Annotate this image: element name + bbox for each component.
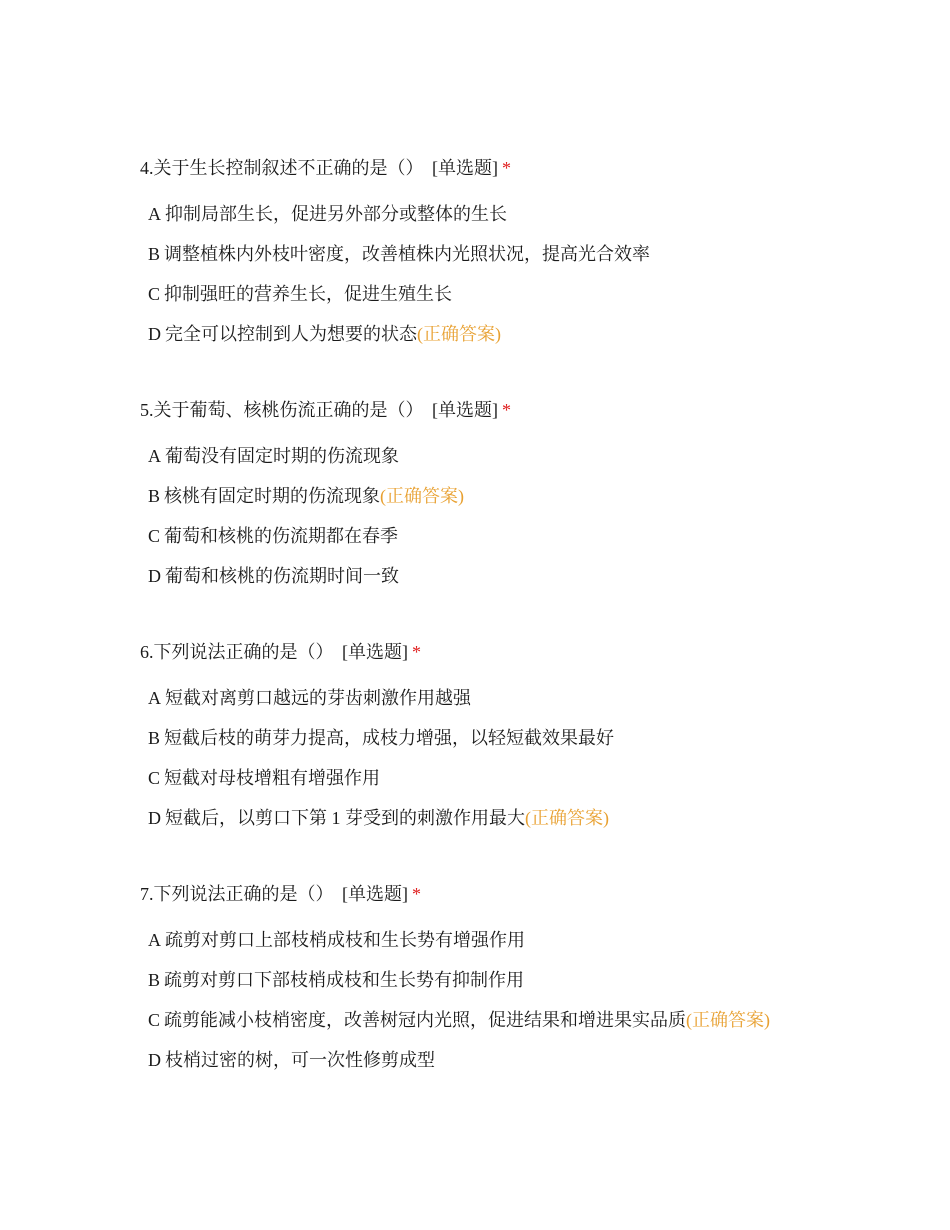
correct-answer-label: (正确答案)	[417, 324, 501, 344]
option-c	[148, 1008, 770, 1032]
option-text: 葡萄没有固定时期的伤流现象	[165, 446, 399, 466]
option-text: 葡萄和核桃的伤流期都在春季	[164, 526, 399, 546]
option-letter: C	[148, 526, 161, 546]
correct-answer-label: (正确答案)	[380, 486, 465, 506]
required-mark: *	[412, 884, 421, 904]
option-letter: A	[148, 446, 161, 466]
question-title	[140, 882, 421, 906]
question-text: 下列说法正确的是（）	[153, 884, 334, 904]
option-text: 抑制局部生长，促进另外部分或整体的生长	[165, 204, 507, 224]
option-letter: C	[148, 284, 161, 304]
option-letter: D	[148, 566, 161, 586]
option-letter: A	[148, 688, 161, 708]
question-type-label: [单选题]	[342, 884, 408, 904]
required-mark: *	[502, 158, 511, 178]
option-letter: D	[148, 1050, 161, 1070]
option-d	[148, 322, 501, 346]
question-type-label: [单选题]	[342, 642, 408, 662]
option-d	[148, 806, 609, 830]
option-text: 完全可以控制到人为想要的状态	[165, 324, 417, 344]
option-text: 短截后，以剪口下第 1 芽受到的刺激作用最大	[165, 808, 525, 828]
option-a	[148, 928, 525, 952]
question-number: 6.	[140, 642, 154, 662]
option-letter: C	[148, 1010, 161, 1030]
option-text: 抑制强旺的营养生长，促进生殖生长	[164, 284, 453, 304]
option-a	[148, 686, 471, 710]
question-text: 关于生长控制叙述不正确的是（）	[153, 158, 424, 178]
option-b	[148, 968, 524, 992]
option-letter: B	[148, 970, 161, 990]
option-text: 葡萄和核桃的伤流期时间一致	[165, 566, 399, 586]
option-text: 短截后枝的萌芽力提高，成枝力增强，以轻短截效果最好	[164, 728, 615, 748]
option-a	[148, 444, 399, 468]
option-text: 短截对离剪口越远的芽齿刺激作用越强	[165, 688, 471, 708]
option-letter: A	[148, 930, 161, 950]
option-c	[148, 524, 398, 548]
option-text: 调整植株内外枝叶密度，改善植株内光照状况，提高光合效率	[164, 244, 651, 264]
question-title	[140, 398, 511, 422]
option-text: 疏剪能减小枝梢密度，改善树冠内光照，促进结果和增进果实品质	[164, 1010, 687, 1030]
required-mark: *	[412, 642, 421, 662]
option-text: 核桃有固定时期的伤流现象	[164, 486, 381, 506]
option-a	[148, 202, 507, 226]
question-number: 7.	[140, 884, 154, 904]
option-letter: B	[148, 728, 161, 748]
option-letter: B	[148, 244, 161, 264]
question-text: 下列说法正确的是（）	[153, 642, 334, 662]
option-text: 枝梢过密的树，可一次性修剪成型	[165, 1050, 435, 1070]
option-c	[148, 766, 380, 790]
question-type-label: [单选题]	[432, 400, 498, 420]
option-text: 短截对母枝增粗有增强作用	[164, 768, 381, 788]
option-d	[148, 1048, 435, 1072]
required-mark: *	[502, 400, 511, 420]
option-b	[148, 484, 464, 508]
question-title	[140, 640, 421, 664]
option-letter: A	[148, 204, 161, 224]
option-letter: B	[148, 486, 161, 506]
option-text: 疏剪对剪口下部枝梢成枝和生长势有抑制作用	[164, 970, 525, 990]
question-text: 关于葡萄、核桃伤流正确的是（）	[153, 400, 424, 420]
correct-answer-label: (正确答案)	[686, 1010, 771, 1030]
option-letter: D	[148, 324, 161, 344]
question-type-label: [单选题]	[432, 158, 498, 178]
question-title	[140, 156, 511, 180]
option-letter: C	[148, 768, 161, 788]
question-number: 5.	[140, 400, 154, 420]
option-text: 疏剪对剪口上部枝梢成枝和生长势有增强作用	[165, 930, 525, 950]
correct-answer-label: (正确答案)	[525, 808, 609, 828]
option-b	[148, 726, 614, 750]
option-letter: D	[148, 808, 161, 828]
option-c	[148, 282, 452, 306]
option-d	[148, 564, 399, 588]
option-b	[148, 242, 650, 266]
question-number: 4.	[140, 158, 154, 178]
